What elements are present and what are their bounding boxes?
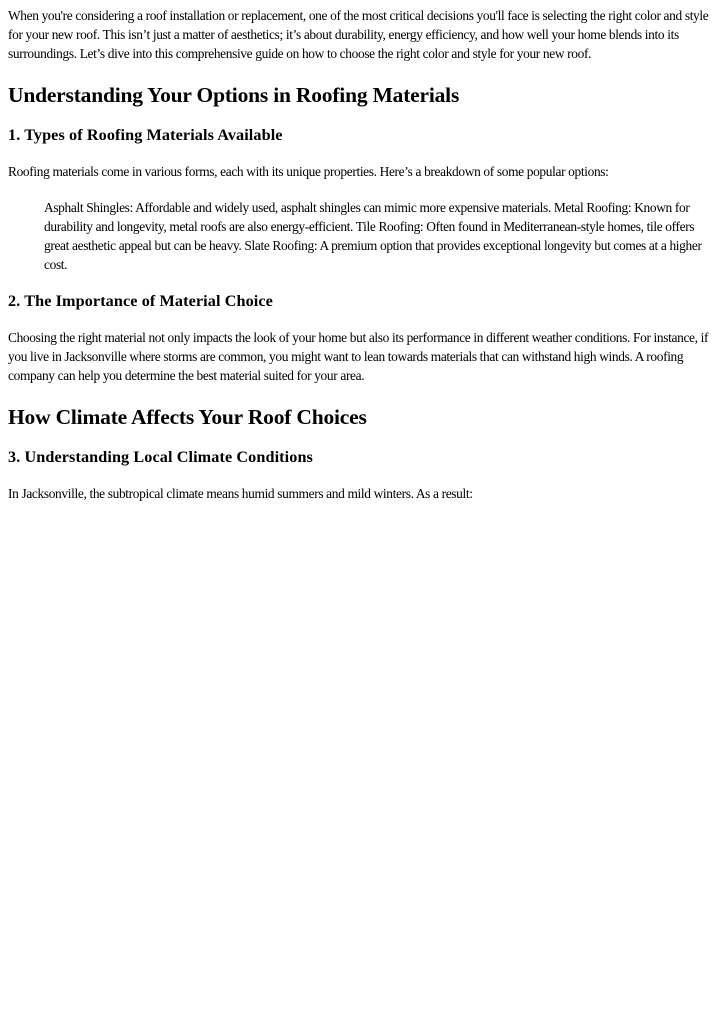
paragraph-material-choice: Choosing the right material not only impacts the look of your home but also its performance in different weather conditions. For instance, if you live in Jacksonville where storms are common, you might want to lean towards materials that can withstand high winds. A roofing company can help you determine the best material suited for your area. [8,330,709,383]
subheading-local-climate: 3. Understanding Local Climate Conditions [8,448,313,466]
materials-list-quote: Asphalt Shingles: Affordable and widely used, asphalt shingles can mimic more expensive materials. Metal Roofing: Known for durability and longevity, metal roofs are also energy-efficient. Tile Roofing: Often found in Mediterranean-style homes, tile offers great aesthetic appeal but can be heavy. Slate Roofing: A premium option that provides exceptional longevity but comes at a higher cost. [44,200,702,272]
section-heading-climate: How Climate Affects Your Roof Choices [8,405,367,429]
subheading-types-of-materials: 1. Types of Roofing Materials Available [8,126,283,144]
paragraph-local-climate: In Jacksonville, the subtropical climate means humid summers and mild winters. As a result: [8,486,473,501]
subheading-material-choice: 2. The Importance of Material Choice [8,292,273,310]
paragraph-types-of-materials: Roofing materials come in various forms, each with its unique properties. Here’s a breakdown of some popular options: [8,164,609,179]
intro-paragraph: When you're considering a roof installation or replacement, one of the most critical decisions you'll face is selecting the right color and style for your new roof. This isn’t just a matter of aesthetics; it’s about durability, energy efficiency, and how well your home blends into its surroundings. Let’s dive into this comprehensive guide on how to choose the right color and style for your new roof. [8,8,709,61]
section-heading-roofing-materials: Understanding Your Options in Roofing Materials [8,83,460,107]
